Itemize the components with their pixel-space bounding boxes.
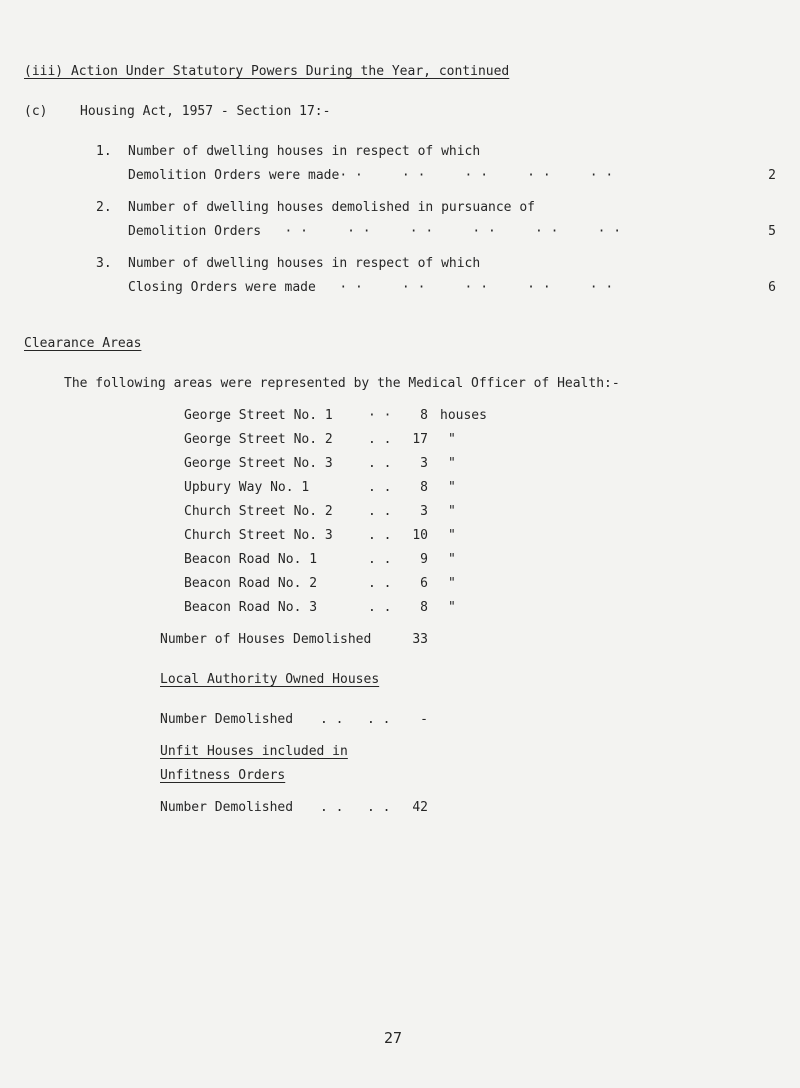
- area-unit: ": [448, 456, 456, 471]
- item-1-number: 1.: [96, 144, 112, 159]
- clearance-intro: The following areas were represented by the Medical Officer of Health:-: [64, 376, 620, 391]
- item-3-line2: Closing Orders were made · · · · · · · · · ·: [128, 280, 614, 295]
- unfit-heading-line2: Unfitness Orders: [160, 768, 286, 783]
- area-count: 3: [420, 456, 428, 471]
- item-1-line1: Number of dwelling houses in respect of which: [128, 144, 481, 159]
- area-name: Beacon Road No. 2: [184, 576, 318, 591]
- unfit-heading-line1: Unfit Houses included in: [160, 744, 348, 759]
- item-2-value: 5: [768, 224, 776, 239]
- area-unit: ": [448, 552, 456, 567]
- area-name: George Street No. 2: [184, 432, 333, 447]
- area-count: 3: [420, 504, 428, 519]
- area-name: Beacon Road No. 3: [184, 600, 318, 615]
- area-name: Beacon Road No. 1: [184, 552, 318, 567]
- area-unit: ": [448, 504, 456, 519]
- area-count: 17: [412, 432, 428, 447]
- area-count: 8: [420, 408, 428, 423]
- total-demolished-value: 33: [412, 632, 428, 647]
- area-dots: · ·: [368, 408, 392, 423]
- unfit-dots: . . . .: [320, 800, 391, 815]
- area-name: Church Street No. 2: [184, 504, 333, 519]
- item-3-number: 3.: [96, 256, 112, 271]
- unfit-value: 42: [412, 800, 428, 815]
- local-authority-dots: . . . .: [320, 712, 391, 727]
- item-1-value: 2: [768, 168, 776, 183]
- area-dots: . .: [368, 432, 392, 447]
- area-count: 8: [420, 480, 428, 495]
- area-dots: . .: [368, 552, 392, 567]
- item-2-line1: Number of dwelling houses demolished in pursuance of: [128, 200, 535, 215]
- area-dots: . .: [368, 600, 392, 615]
- area-unit: ": [448, 432, 456, 447]
- item-2-number: 2.: [96, 200, 112, 215]
- area-count: 8: [420, 600, 428, 615]
- area-unit: ": [448, 528, 456, 543]
- area-count: 6: [420, 576, 428, 591]
- area-dots: . .: [368, 576, 392, 591]
- page-number: 27: [384, 1029, 403, 1047]
- unfit-label: Number Demolished: [160, 800, 294, 815]
- area-dots: . .: [368, 480, 392, 495]
- area-count: 9: [420, 552, 428, 567]
- item-3-value: 6: [768, 280, 776, 295]
- section-c-label: (c): [24, 104, 48, 119]
- item-1-line2: Demolition Orders were made· · · · · · · · · ·: [128, 168, 614, 183]
- item-2-line2: Demolition Orders · · · · · · · · · · · ·: [128, 224, 622, 239]
- total-demolished-label: Number of Houses Demolished: [160, 632, 372, 647]
- area-name: Upbury Way No. 1: [184, 480, 310, 495]
- local-authority-heading: Local Authority Owned Houses: [160, 672, 380, 687]
- item-3-line1: Number of dwelling houses in respect of which: [128, 256, 481, 271]
- local-authority-value: -: [420, 712, 428, 727]
- page-header: (iii) Action Under Statutory Powers During the Year, continued: [24, 64, 510, 79]
- area-unit: ": [448, 600, 456, 615]
- area-unit: ": [448, 480, 456, 495]
- area-dots: . .: [368, 528, 392, 543]
- clearance-heading: Clearance Areas: [24, 336, 142, 351]
- area-name: George Street No. 1: [184, 408, 333, 423]
- area-name: George Street No. 3: [184, 456, 333, 471]
- local-authority-label: Number Demolished: [160, 712, 294, 727]
- section-c-title: Housing Act, 1957 - Section 17:-: [80, 104, 331, 119]
- area-name: Church Street No. 3: [184, 528, 333, 543]
- area-unit: ": [448, 576, 456, 591]
- area-dots: . .: [368, 504, 392, 519]
- area-dots: . .: [368, 456, 392, 471]
- area-unit: houses: [440, 408, 487, 423]
- area-count: 10: [412, 528, 428, 543]
